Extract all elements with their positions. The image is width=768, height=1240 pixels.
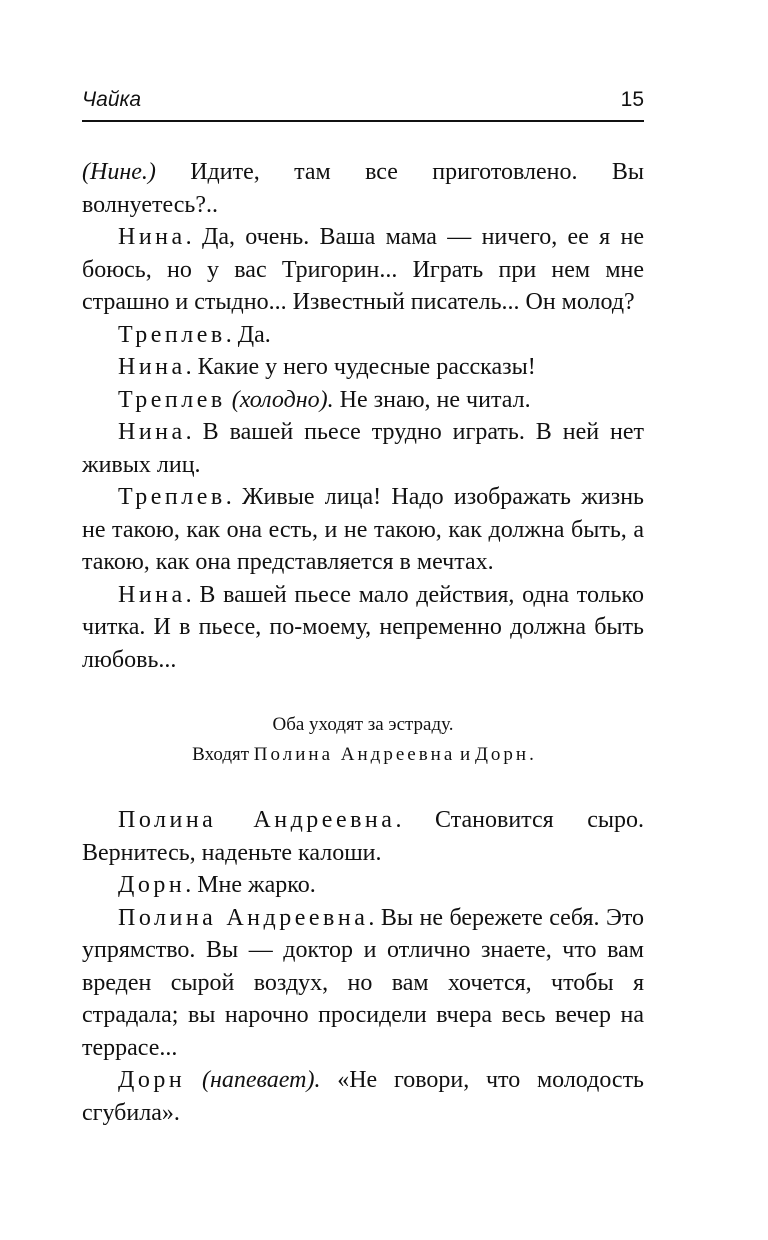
running-head [82,88,644,122]
speaker-name: Полина Андреевна [118,904,369,931]
stage-remark: (Нине.) [82,159,156,185]
paragraph [82,319,644,352]
paragraph [82,481,644,579]
speaker-name: Треплев [118,484,226,510]
paragraph-text: Идите, там все приготовлено. Вы волнуетесь?.. [82,159,644,218]
speaker-name: Нина [118,224,186,250]
speaker-name: Дорн [474,744,530,765]
paragraph-text: . Да. [225,321,271,348]
speaker-name: Дорн [118,1067,186,1093]
play-text [82,156,644,676]
stage-direction-text: и [455,744,475,765]
paragraph-text: . Вы не бережете себя. Это упрямство. Вы — доктор и отлично знаете, что вам вреден сырой воздух, но вам хочется, чтобы я страдала; вы нарочно просидели вчера весь вечер на террасе... [82,904,644,1061]
speaker-name: Дорн [118,872,186,898]
speaker-name: Полина Андреевна [118,807,396,833]
stage-remark: (напевает). [201,1067,321,1093]
speaker-name: Полина Андреевна [253,744,456,765]
page-number: 15 [620,88,644,111]
stage-direction-text: Входят [192,744,254,765]
paragraph [82,1064,644,1129]
stage-direction-line: Оба уходят за эстраду. [272,714,454,735]
stage-direction-line [82,740,644,770]
paragraph [82,902,644,1065]
paragraph [82,351,644,384]
paragraph-text: . Какие у него чудесные рассказы! [185,354,536,380]
speaker-name: Треплев [118,321,226,348]
paragraph-text: . Становится сыро. Вернитесь, наденьте калоши. [82,807,644,866]
paragraph-text: . Мне жарко. [185,872,316,898]
paragraph [82,416,644,481]
paragraph-text: . В вашей пьесе мало действия, одна только читка. И в пьесе, по-моему, непременно должна быть любовь... [82,581,644,673]
paragraph [82,156,644,221]
running-head-title: Чайка [82,88,142,111]
paragraph [82,869,644,902]
paragraph-text: . Да, очень. Ваша мама — ничего, ее я не боюсь, но у вас Тригорин... Играть при нем мне страшно и стыдно... Известный писатель... Он молод? [82,224,644,315]
paragraph [82,384,644,417]
stage-direction-text: . [529,744,534,765]
stage-direction [82,710,644,770]
paragraph-text: . В вашей пьесе трудно играть. В ней нет живых лиц. [82,419,644,478]
book-page [82,88,644,1129]
paragraph-text: . Живые лица! Надо изображать жизнь не такою, как она есть, и не такою, как должна быть, а такою, как она представляется в мечтах. [82,484,644,575]
paragraph [82,579,644,677]
paragraph [82,804,644,869]
paragraph-text: «Не говори, что молодость сгубила». [82,1067,645,1126]
paragraph [82,221,644,319]
play-text-continued [82,804,644,1129]
speaker-name: Нина [118,354,186,380]
speaker-name: Треплев [118,386,226,413]
speaker-name: Нина [118,419,186,445]
speaker-name: Нина [118,581,186,608]
paragraph-text: Не знаю, не читал. [333,386,531,413]
stage-remark: (холодно). [231,386,334,413]
